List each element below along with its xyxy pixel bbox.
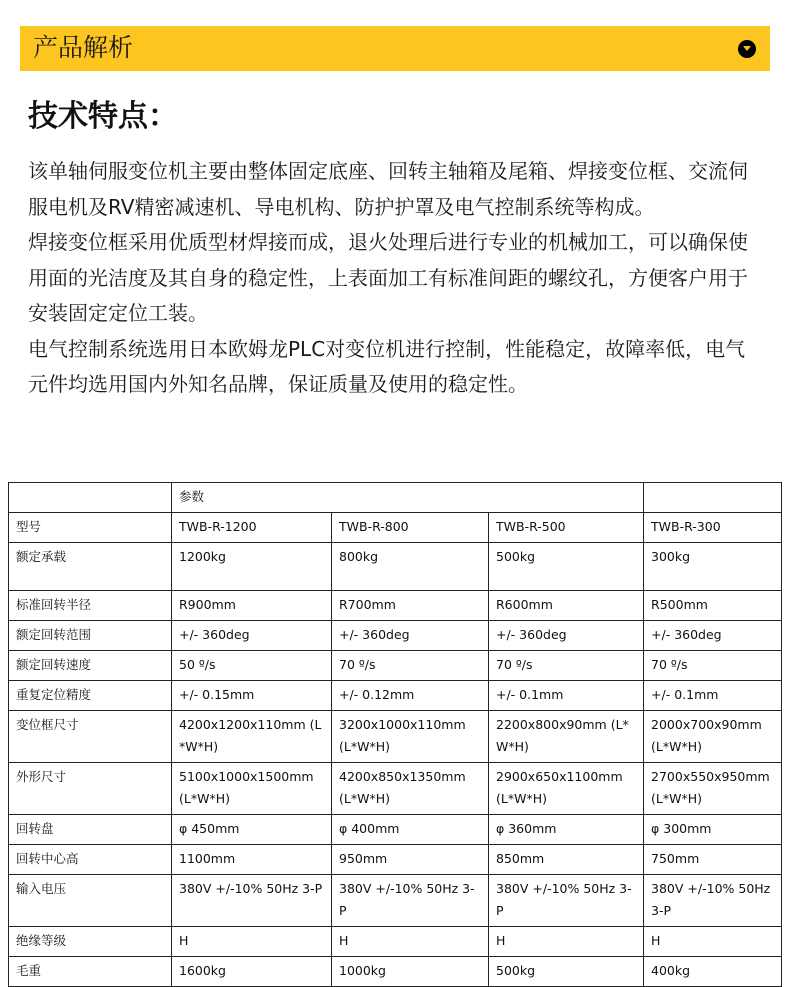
product-analysis-banner[interactable] xyxy=(20,26,770,71)
row-label: 回转盘 xyxy=(9,815,172,845)
row-label: 重复定位精度 xyxy=(9,681,172,711)
row-label: 输入电压 xyxy=(9,875,172,927)
table-cell: 800kg xyxy=(332,543,489,591)
chevron-down-icon[interactable] xyxy=(738,40,756,58)
table-row xyxy=(9,591,782,621)
row-label: 外形尺寸 xyxy=(9,763,172,815)
table-cell: R900mm xyxy=(172,591,332,621)
table-cell: φ 300mm xyxy=(644,815,782,845)
table-header-params: 参数 xyxy=(172,483,644,513)
table-cell: 70 º/s xyxy=(644,651,782,681)
banner-title: 产品解析 xyxy=(33,33,134,62)
table-row xyxy=(9,957,782,987)
table-cell: 5100x1000x1500mm (L*W*H) xyxy=(172,763,332,815)
table-cell: TWB-R-800 xyxy=(332,513,489,543)
table-cell: 750mm xyxy=(644,845,782,875)
paragraph: 焊接变位框采用优质型材焊接而成，退火处理后进行专业的机械加工，可以确保使用面的光洁度及其自身的稳定性，上表面加工有标准间距的螺纹孔，方便客户用于安装固定定位工装。 xyxy=(28,230,748,325)
table-row xyxy=(9,651,782,681)
table-row xyxy=(9,621,782,651)
table-cell: +/- 360deg xyxy=(644,621,782,651)
table-cell: 1000kg xyxy=(332,957,489,987)
row-label: 变位框尺寸 xyxy=(9,711,172,763)
table-row xyxy=(9,815,782,845)
table-cell: 70 º/s xyxy=(489,651,644,681)
table-row xyxy=(9,711,782,763)
table-cell: R600mm xyxy=(489,591,644,621)
table-cell: 500kg xyxy=(489,543,644,591)
row-label: 标准回转半径 xyxy=(9,591,172,621)
table-cell: +/- 0.15mm xyxy=(172,681,332,711)
table-cell: 3200x1000x110mm (L*W*H) xyxy=(332,711,489,763)
description xyxy=(28,154,763,403)
table-cell: +/- 360deg xyxy=(332,621,489,651)
paragraph: 该单轴伺服变位机主要由整体固定底座、回转主轴箱及尾箱、焊接变位框、交流伺服电机及RV精密减速机、导电机构、防护护罩及电气控制系统等构成。 xyxy=(28,159,748,219)
table-row xyxy=(9,927,782,957)
table-cell: +/- 0.1mm xyxy=(644,681,782,711)
table-cell: TWB-R-1200 xyxy=(172,513,332,543)
row-label: 型号 xyxy=(9,513,172,543)
table-cell: 2200x800x90mm (L*W*H) xyxy=(489,711,644,763)
table-cell: 950mm xyxy=(332,845,489,875)
section-heading: 技术特点： xyxy=(28,99,178,134)
table-cell: φ 450mm xyxy=(172,815,332,845)
table-cell: 2900x650x1100mm (L*W*H) xyxy=(489,763,644,815)
row-label: 绝缘等级 xyxy=(9,927,172,957)
table-cell: R700mm xyxy=(332,591,489,621)
table-cell: R500mm xyxy=(644,591,782,621)
table-cell: H xyxy=(489,927,644,957)
table-header-row xyxy=(9,483,782,513)
table-cell: 380V +/-10% 50Hz 3-P xyxy=(332,875,489,927)
table-cell: 4200x850x1350mm (L*W*H) xyxy=(332,763,489,815)
table-cell: 70 º/s xyxy=(332,651,489,681)
table-row xyxy=(9,543,782,591)
row-label: 回转中心高 xyxy=(9,845,172,875)
table-cell: 380V +/-10% 50Hz 3-P xyxy=(489,875,644,927)
row-label: 额定回转范围 xyxy=(9,621,172,651)
table-cell: 500kg xyxy=(489,957,644,987)
table-cell: φ 400mm xyxy=(332,815,489,845)
table-cell: 2700x550x950mm (L*W*H) xyxy=(644,763,782,815)
table-cell: H xyxy=(332,927,489,957)
table-cell: TWB-R-500 xyxy=(489,513,644,543)
table-cell: 380V +/-10% 50Hz 3-P xyxy=(172,875,332,927)
table-row xyxy=(9,763,782,815)
table-row xyxy=(9,681,782,711)
table-row xyxy=(9,875,782,927)
row-label: 额定回转速度 xyxy=(9,651,172,681)
table-cell: 850mm xyxy=(489,845,644,875)
table-cell: 4200x1200x110mm (L*W*H) xyxy=(172,711,332,763)
row-label: 额定承载 xyxy=(9,543,172,591)
table-cell: 380V +/-10% 50Hz 3-P xyxy=(644,875,782,927)
table-cell: +/- 0.12mm xyxy=(332,681,489,711)
table-cell: 400kg xyxy=(644,957,782,987)
paragraph: 电气控制系统选用日本欧姆龙PLC对变位机进行控制，性能稳定，故障率低，电气元件均选用国内外知名品牌，保证质量及使用的稳定性。 xyxy=(28,336,746,396)
table-cell: φ 360mm xyxy=(489,815,644,845)
table-cell: 2000x700x90mm (L*W*H) xyxy=(644,711,782,763)
table-cell: +/- 360deg xyxy=(489,621,644,651)
table-cell: H xyxy=(172,927,332,957)
spec-table xyxy=(8,482,782,987)
table-cell: 1200kg xyxy=(172,543,332,591)
table-cell: 50 º/s xyxy=(172,651,332,681)
table-cell: H xyxy=(644,927,782,957)
table-cell: 300kg xyxy=(644,543,782,591)
table-cell: 1600kg xyxy=(172,957,332,987)
table-cell: +/- 0.1mm xyxy=(489,681,644,711)
table-row xyxy=(9,845,782,875)
row-label: 毛重 xyxy=(9,957,172,987)
table-cell: +/- 360deg xyxy=(172,621,332,651)
table-cell: TWB-R-300 xyxy=(644,513,782,543)
table-cell: 1100mm xyxy=(172,845,332,875)
table-cell xyxy=(9,483,172,513)
table-cell xyxy=(644,483,782,513)
table-row xyxy=(9,513,782,543)
